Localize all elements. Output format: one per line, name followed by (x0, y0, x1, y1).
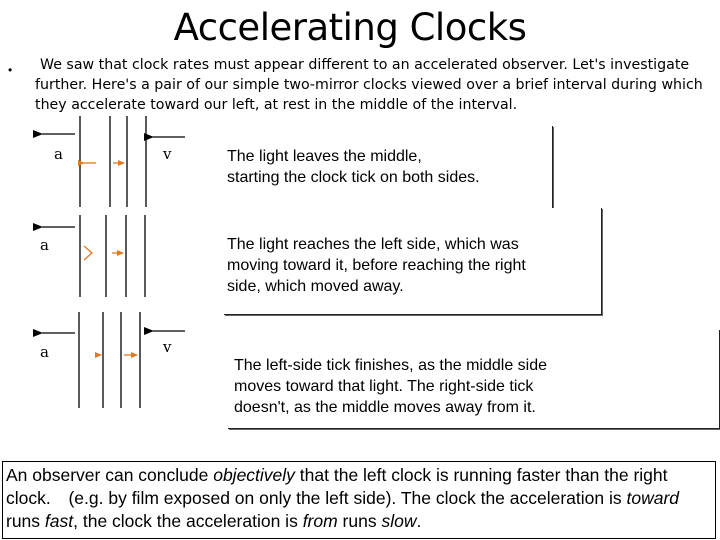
caption-box-3-line3: doesn't, as the middle moves away from it. (234, 399, 536, 416)
caption-box-3-line1: The left-side tick finishes, as the middle side (234, 357, 548, 374)
row3-mirrors (79, 312, 140, 408)
row1-mirrors (80, 116, 146, 207)
caption-box-3-line2: moves toward that light. The right-side tick (234, 378, 534, 395)
row2-light-left (84, 246, 92, 260)
intro-text: We saw that clock rates must appear different to an accelerated observer. Let's investigate further. Here's a pair of our simple two-mirror clocks viewed over a brief interval during which they accelerate toward our left, at rest in the middle of the interval. (35, 57, 703, 113)
conclusion-text-2: that the left clock is running faster than the right clock. (6, 465, 668, 508)
row1-acceleration-label: a (54, 145, 63, 163)
conclusion-text-3: (e.g. by film exposed on only the left side). The clock the acceleration is (63, 488, 627, 508)
caption-box-2-line2: moving toward it, before reaching the right (227, 257, 526, 274)
row2-acceleration-label: a (40, 236, 49, 254)
page-title: Accelerating Clocks (173, 6, 527, 49)
conclusion-fast: fast (44, 511, 74, 531)
row2-mirrors (80, 215, 145, 297)
conclusion-box (2, 461, 716, 539)
conclusion-text-7: . (416, 511, 422, 531)
caption-box-3 (228, 330, 720, 429)
caption-box-2-line1: The light reaches the left side, which was (227, 236, 519, 253)
conclusion-text-4: runs (6, 511, 45, 531)
conclusion-objectively: objectively (213, 465, 295, 485)
row1-velocity-label: v (163, 145, 172, 163)
conclusion-text-5: , the clock the acceleration is (73, 511, 303, 531)
conclusion-toward: toward (626, 488, 680, 508)
conclusion-slow: slow (381, 511, 417, 531)
caption-box-1-line2: starting the clock tick on both sides. (227, 169, 480, 186)
conclusion-text-6: runs (337, 511, 382, 531)
row3-velocity-label: v (163, 338, 172, 356)
caption-box-1 (224, 126, 553, 209)
bullet-marker: • (8, 63, 13, 77)
conclusion-from: from (302, 511, 338, 531)
row3-acceleration-label: a (40, 343, 49, 361)
caption-box-2 (224, 208, 602, 315)
caption-box-2-line3: side, which moved away. (227, 278, 404, 295)
caption-box-1-line1: The light leaves the middle, (227, 148, 422, 165)
conclusion-text-1: An observer can conclude (6, 465, 214, 485)
